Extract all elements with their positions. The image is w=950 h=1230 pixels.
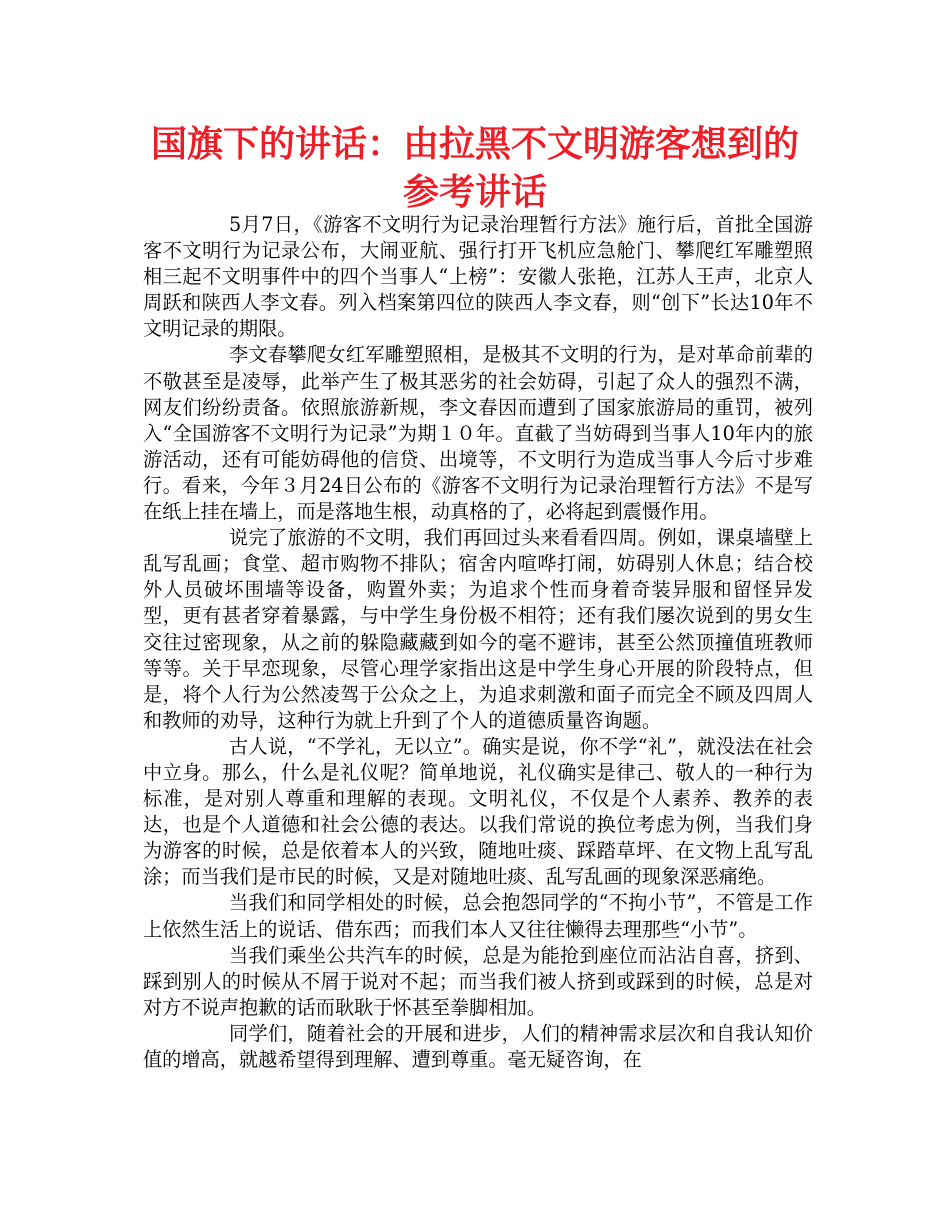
paragraph-6: 当我们乘坐公共汽车的时候，总是为能抢到座位而沾沾自喜，挤到、踩到别人的时候从不屑于说对不起；而当我们被人挤到或踩到的时候，总是对对方不说声抱歉的话而耿耿于怀甚至拳脚相加。 [143,943,813,1019]
paragraph-1: 5月7日，《游客不文明行为记录治理暂行方法》施行后，首批全国游客不文明行为记录公布，大闹亚航、强行打开飞机应急舱门、攀爬红军雕塑照相三起不文明事件中的四个当事人“上榜”：安徽人张艳，江苏人王声，北京人周跃和陕西人李文春。列入档案第四位的陕西人李文春，则“创下”长达10年不文明记录的期限。 [143,213,813,341]
paragraph-4: 古人说，“不学礼，无以立”。确实是说，你不学“礼”，就没法在社会中立身。那么，什么是礼仪呢？简单地说，礼仪确实是律己、敬人的一种行为标准，是对别人尊重和理解的表现。文明礼仪，不仅是个人素养、教养的表达，也是个人道德和社会公德的表达。以我们常说的换位考虑为例，当我们身为游客的时候，总是依着本人的兴致，随地吐痰、踩踏草坪、在文物上乱写乱涂；而当我们是市民的时候，又是对随地吐痰、乱写乱画的现象深恶痛绝。 [143,734,813,889]
paragraph-5: 当我们和同学相处的时候，总会抱怨同学的“不拘小节”，不管是工作上依然生活上的说话、借东西；而我们本人又往往懒得去理那些“小节”。 [143,891,813,941]
document-body [143,212,813,1073]
paragraph-7: 同学们，随着社会的开展和进步，人们的精神需求层次和自我认知价值的增高，就越希望得到理解、遭到尊重。毫无疑咨询，在 [143,1021,813,1071]
document-title-line-2: 参考讲话 [402,172,547,213]
document-title-line-1: 国旗下的讲话：由拉黑不文明游客想到的 [150,124,799,165]
paragraph-2: 李文春攀爬女红军雕塑照相，是极其不文明的行为，是对革命前辈的不敬甚至是凌辱，此举产生了极其恶劣的社会妨碍，引起了众人的强烈不满，网友们纷纷责备。依照旅游新规，李文春因而遭到了国家旅游局的重罚，被列入“全国游客不文明行为记录”为期１０年。直截了当妨碍到当事人10年内的旅游活动，还有可能妨碍他的信贷、出境等，不文明行为造成当事人今后寸步难行。看来，今年３月24日公布的《游客不文明行为记录治理暂行方法》不是写在纸上挂在墙上，而是落地生根，动真格的了，必将起到震慑作用。 [143,343,813,524]
paragraph-3: 说完了旅游的不文明，我们再回过头来看看四周。例如，课桌墙壁上乱写乱画；食堂、超市购物不排队；宿舍内喧哗打闹，妨碍别人休息；结合校外人员破坏围墙等设备，购置外卖；为追求个性而身着奇装异服和留怪异发型，更有甚者穿着暴露，与中学生身份极不相符；还有我们屡次说到的男女生交往过密现象，从之前的躲隐藏藏到如今的毫不避讳，甚至公然顶撞值班教师等等。关于早恋现象，尽管心理学家指出这是中学生身心开展的阶段特点，但是，将个人行为公然凌驾于公众之上，为追求刺激和面子而完全不顾及四周人和教师的劝导，这种行为就上升到了个人的道德质量咨询题。 [143,526,813,732]
